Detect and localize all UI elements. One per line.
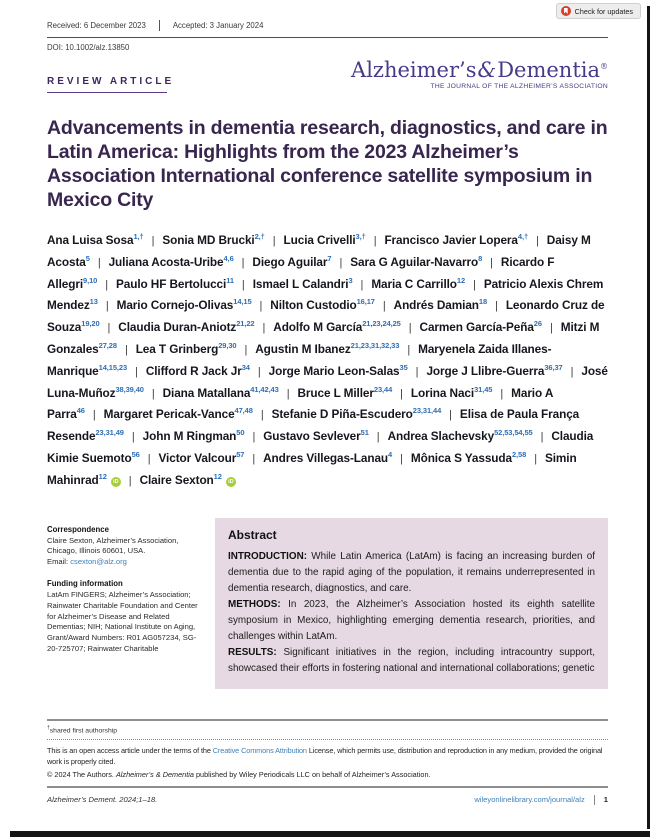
author-separator: |: [259, 300, 263, 313]
author: Elisa de Paula França Resende$^{23,31,49}$: [47, 407, 580, 444]
author: Paulo HF Bertolucci$^{11}$: [115, 275, 234, 291]
author: Lorina Naci$^{31,45}$: [410, 384, 493, 400]
author: Patricio Alexis Chrem Mendez$^{13}$: [47, 276, 604, 313]
author-separator: |: [241, 278, 245, 291]
author-separator: |: [260, 409, 264, 422]
author: Stefanie D Piña-Escudero$^{23,31,44}$: [271, 406, 442, 422]
author-separator: |: [286, 387, 290, 400]
author: Claudia Duran-Aniotz$^{21,22}$: [118, 319, 255, 335]
author-separator: |: [400, 452, 403, 465]
author: Andrea Slachevsky$^{52,53,54,55}$: [387, 428, 533, 444]
author: Jorge J Llibre-Guerra$^{36,37}$: [426, 362, 563, 378]
abstract-methods-text: In 2023, the Alzheimer’s Association hosted its eighth satellite symposium in Mexico, highlighting emerging dementia research, priorities, and challenges within LatAm.: [228, 598, 595, 642]
author: Gustavo Sevlever$^{51}$: [263, 428, 369, 444]
author-separator: |: [540, 431, 544, 444]
header-row: [47, 58, 608, 93]
creative-commons-link[interactable]: Creative Commons Attribution: [212, 746, 307, 756]
journal-tagline: THE JOURNAL OF THE ALZHEIMER’S ASSOCIATION: [430, 83, 608, 90]
author-separator: |: [135, 365, 138, 378]
author-separator: |: [128, 474, 132, 487]
abstract-heading: Abstract: [228, 527, 277, 542]
date-divider: [159, 20, 160, 31]
abstract-methods: [228, 597, 595, 645]
author-separator: |: [131, 431, 135, 444]
author-separator: |: [257, 365, 261, 378]
author-separator: |: [549, 322, 553, 335]
abstract-methods-label: METHODS:: [228, 598, 281, 610]
author: Sara G Aguilar-Navarro$^8$: [350, 253, 483, 269]
author: Carmen García-Peña$^{26}$: [419, 319, 542, 335]
author-separator: |: [490, 256, 493, 269]
copyright-journal-name: Alzheimer’s & Dementia: [115, 769, 194, 779]
author-separator: |: [252, 431, 256, 444]
author-separator: |: [272, 234, 276, 247]
author-separator: |: [147, 452, 151, 465]
author: Leonardo Cruz de Souza$^{19,20}$: [47, 298, 605, 335]
dotted-divider: [47, 739, 608, 740]
accepted-date: Accepted: 3 January 2024: [172, 21, 264, 30]
email-label: Email:: [47, 557, 71, 567]
author-separator: |: [407, 343, 411, 356]
author: Daisy M Acosta$^5$: [47, 232, 591, 269]
author: Diego Aguilar$^7$: [252, 253, 332, 269]
orcid-icon[interactable]: iD: [226, 477, 236, 487]
author-separator: |: [339, 256, 343, 269]
abstract-results-text: Significant initiatives in the region, including intracountry support, showcased their efforts in fostering national and international collaborations; genetic: [228, 646, 595, 674]
author: Lucia Crivelli$^{3,\dagger}$: [283, 232, 366, 247]
footer-right: [474, 795, 608, 805]
orcid-icon[interactable]: iD: [111, 477, 121, 487]
author-separator: |: [151, 234, 155, 247]
author: Victor Valcour$^{57}$: [158, 449, 245, 465]
copyright-pre: © 2024 The Authors.: [47, 769, 116, 779]
author-separator: |: [400, 387, 403, 400]
journal-name: [351, 58, 608, 82]
author: Maryenela Zaida Illanes-Manrique$^{14,15,23}$: [47, 341, 552, 378]
author: Mitzi M Gonzales$^{27,28}$: [47, 320, 600, 356]
author-separator: |: [151, 387, 155, 400]
funding-text: LatAm FINGERS; Alzheimer’s Association; Rainwater Charitable Foundation and Center for Alzheimer’s Disease and Related Dementias; NIH; National Institute on Aging, Grant/Award Numbers: R01 AG057234, SG-20-725707; Rainwater Charitable: [47, 589, 198, 653]
author-separator: |: [373, 234, 377, 247]
author: Diana Matallana$^{41,42,43}$: [162, 384, 279, 400]
author: Andres Villegas-Lanau$^4$: [263, 449, 393, 465]
author-separator: |: [241, 256, 245, 269]
author-separator: |: [92, 409, 96, 422]
article-type: [47, 76, 174, 93]
author: Sonia MD Brucki$^{2,\dagger}$: [162, 232, 265, 247]
journal-name-part1: Alzheimer’s: [351, 58, 477, 82]
page-footer: [47, 788, 608, 805]
funding-block: [47, 578, 203, 655]
article-title: Advancements in dementia research, diagnostics, and care in Latin America: Highlights from the 2023 Alzheimer’s Association International conference satellite symposium in Mexico City: [47, 117, 608, 211]
author-separator: |: [244, 343, 248, 356]
author-separator: |: [449, 409, 452, 422]
author-separator: |: [262, 322, 266, 335]
correspondence-email-line: [47, 557, 203, 568]
author-separator: |: [105, 300, 109, 313]
journal-citation: Alzheimer’s Dement. 2024;1–18.: [47, 795, 158, 805]
author: José Luna-Muñoz$^{38,39,40}$: [47, 363, 608, 400]
received-date: Received: 6 December 2023: [47, 21, 146, 30]
check-for-updates-label: Check for updates: [574, 6, 633, 16]
author-list: [47, 230, 608, 492]
author-separator: |: [415, 365, 419, 378]
author: Ismael L Calandri$^3$: [252, 275, 353, 291]
abstract-introduction: [228, 549, 595, 597]
correspondence-heading: Correspondence: [47, 524, 109, 534]
author: Andrés Damian$^{18}$: [393, 297, 488, 313]
author-separator: |: [473, 278, 476, 291]
author-separator: |: [360, 278, 364, 291]
article-info-sidebar: [47, 518, 215, 689]
dagger-symbol: †: [47, 724, 50, 731]
page-number: 1: [603, 795, 608, 805]
lower-section: [47, 518, 608, 689]
author-separator: |: [500, 387, 504, 400]
author: Mônica S Yassuda$^{2,58}$: [410, 449, 527, 465]
doi: DOI: 10.1002/alz.13850: [47, 43, 130, 52]
author: Margaret Pericak-Vance$^{47,48}$: [103, 406, 253, 422]
shared-authorship-footnote: [47, 721, 608, 739]
funding-heading: Funding information: [47, 578, 123, 588]
author: Ana Luisa Sosa$^{1,\dagger}$: [47, 232, 144, 247]
author-separator: |: [382, 300, 386, 313]
author: Mario A Parra$^{46}$: [47, 385, 553, 422]
journal-ampersand: &: [477, 58, 497, 82]
author: Ricardo F Allegri$^{9,10}$: [47, 254, 555, 291]
correspondence-block: [47, 524, 203, 568]
email-link[interactable]: csexton@alz.org: [70, 557, 127, 567]
abstract-introduction-label: INTRODUCTION:: [228, 550, 307, 562]
author: Claire Sexton$^{12}$iD: [140, 473, 236, 487]
abstract-results-label: RESULTS:: [228, 646, 277, 658]
author: Maria C Carrillo$^{12}$: [371, 275, 466, 291]
author: John M Ringman$^{50}$: [142, 428, 245, 444]
footnote-text: shared first authorship: [49, 727, 118, 735]
wiley-library-link[interactable]: wileyonlinelibrary.com/journal/alz: [474, 795, 585, 805]
author-separator: |: [105, 278, 108, 291]
author: Adolfo M García$^{21,23,24,25}$: [273, 319, 401, 335]
copyright-line: [47, 770, 608, 779]
author: Agustin M Ibanez$^{21,23,31,32,33}$: [255, 341, 400, 356]
author-separator: |: [252, 452, 256, 465]
author: Bruce L Miller$^{23,44}$: [297, 384, 393, 400]
author: Juliana Acosta-Uribe$^{4,6}$: [108, 253, 234, 269]
author-separator: |: [376, 431, 380, 444]
author-separator: |: [570, 365, 574, 378]
author: Jorge Mario Leon-Salas$^{35}$: [268, 362, 408, 378]
author-separator: |: [534, 452, 537, 465]
author: Lea T Grinberg$^{29,30}$: [135, 341, 237, 356]
author: Mario Cornejo-Olivas$^{14,15}$: [116, 297, 252, 313]
article-type-label: REVIEW ARTICLE: [47, 76, 175, 87]
author: Simin Mahinrad$^{12}$iD: [47, 450, 577, 487]
author: Nilton Custodio$^{16,17}$: [270, 297, 375, 313]
scan-edge-bottom: [10, 831, 650, 837]
article-type-underline: [47, 92, 167, 93]
author: Francisco Javier Lopera$^{4,\dagger}$: [384, 232, 529, 247]
abstract-results: [228, 645, 595, 677]
open-access-statement: [47, 745, 608, 768]
check-for-updates-button[interactable]: [556, 3, 641, 19]
license-pre-text: This is an open access article under the terms of the: [47, 746, 213, 756]
author-separator: |: [408, 322, 412, 335]
author: Claudia Kimie Suemoto$^{56}$: [47, 429, 594, 465]
abstract-introduction-text: While Latin America (LatAm) is facing an increasing burden of dementia due to the rapid aging of the population, it remains underrepresented in dementia research, diagnostics, and care.: [228, 550, 595, 594]
correspondence-address: Claire Sexton, Alzheimer’s Association, Chicago, Illinois 60601, USA.: [47, 535, 179, 556]
license-post-text: License, which permits use, distribution and reproduction in any medium, provided the original work is properly cited.: [47, 746, 603, 767]
received-accepted-row: [47, 20, 608, 38]
crossmark-icon: [561, 6, 571, 16]
author-separator: |: [495, 300, 498, 313]
author-separator: |: [124, 343, 128, 356]
footer-divider: [594, 795, 595, 805]
journal-name-part2: Dementia: [497, 58, 600, 82]
abstract-box: [215, 518, 608, 689]
author-separator: |: [107, 322, 111, 335]
registered-mark: ®: [600, 62, 608, 71]
author: Clifford R Jack Jr$^{34}$: [145, 362, 250, 378]
author-separator: |: [536, 234, 539, 247]
journal-logo: [351, 58, 608, 90]
author-separator: |: [97, 256, 101, 269]
copyright-post: published by Wiley Periodicals LLC on behalf of Alzheimer’s Association.: [193, 769, 431, 779]
